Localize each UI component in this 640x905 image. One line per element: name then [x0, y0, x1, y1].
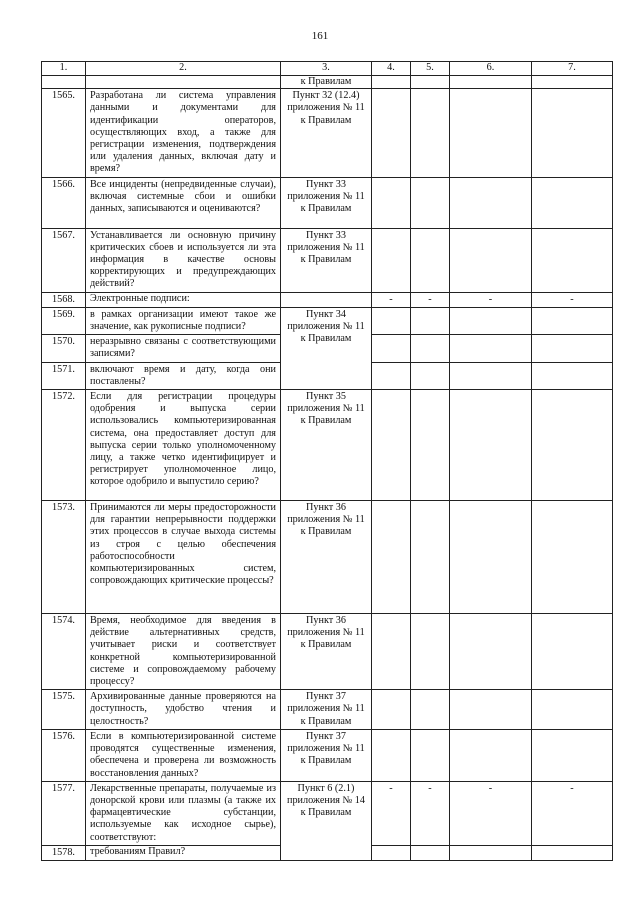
answer-cell[interactable]: [372, 89, 411, 177]
row-number: 1566.: [42, 177, 86, 228]
reference-cell: Пункт 33 приложения № 11 к Правилам: [281, 177, 372, 228]
answer-cell[interactable]: [450, 614, 532, 690]
row-number: 1568.: [42, 292, 86, 307]
answer-cell[interactable]: [372, 690, 411, 730]
reference-cell: Пункт 32 (12.4) приложения № 11 к Правилам: [281, 89, 372, 177]
answer-cell[interactable]: [450, 335, 532, 362]
reference-cell: Пункт 6 (2.1) приложения № 14 к Правилам: [281, 781, 372, 860]
answer-cell[interactable]: [411, 177, 450, 228]
question-text: Если в компьютеризированной системе проводятся существенные изменения, обеспечена и проверена ли возможность восстановления данных?: [86, 729, 281, 781]
answer-cell[interactable]: [450, 690, 532, 730]
page-number: 161: [311, 30, 329, 42]
question-text: Разработана ли система управления данными и документами для идентификации операторов, осуществляющих вход, а также для регистрации изменения, подтверждения или удаления данных, включая дату и время?: [86, 89, 281, 177]
answer-cell[interactable]: [532, 501, 613, 614]
answer-cell[interactable]: [532, 177, 613, 228]
answer-cell[interactable]: [372, 76, 411, 89]
question-text: требованиям Правил?: [86, 845, 281, 860]
row-number: 1574.: [42, 614, 86, 690]
row-number: 1571.: [42, 362, 86, 389]
table-row: [42, 89, 613, 177]
question-text: Если для регистрации процедуры одобрения и выпуска серии использовались компьютеризированная система, она предоставляет доступ для выпуска серии только уполномоченному лицу, а также четко идентифицирует и регистрирует уполномоченное лицо, которое одобрило и выпустило серию?: [86, 390, 281, 501]
table-row: [42, 729, 613, 781]
answer-cell[interactable]: [450, 307, 532, 334]
dash-mark: -: [532, 292, 613, 307]
answer-cell[interactable]: [372, 335, 411, 362]
table-row: [42, 177, 613, 228]
dash-mark: -: [450, 781, 532, 845]
table-row: [42, 501, 613, 614]
answer-cell[interactable]: [450, 390, 532, 501]
answer-cell[interactable]: [450, 177, 532, 228]
answer-cell[interactable]: [411, 228, 450, 292]
answer-cell[interactable]: [532, 845, 613, 860]
reference-cell: Пункт 37 приложения № 11 к Правилам: [281, 690, 372, 730]
answer-cell[interactable]: [372, 729, 411, 781]
answer-cell[interactable]: [532, 89, 613, 177]
answer-cell[interactable]: [450, 501, 532, 614]
row-number: [42, 76, 86, 89]
answer-cell[interactable]: [372, 501, 411, 614]
question-text: Архивированные данные проверяются на доступность, удобство чтения и целостность?: [86, 690, 281, 730]
answer-cell[interactable]: [532, 362, 613, 389]
answer-cell[interactable]: [450, 729, 532, 781]
reference-cell: [281, 292, 372, 307]
table-row: [42, 292, 613, 307]
answer-cell[interactable]: [411, 729, 450, 781]
answer-cell[interactable]: [411, 614, 450, 690]
question-text: Время, необходимое для введения в действие альтернативных средств, учитывает риски и соответствует конкретной компьютеризированной системе и сопровождаемому рабочему процессу?: [86, 614, 281, 690]
answer-cell[interactable]: [450, 76, 532, 89]
answer-cell[interactable]: [450, 362, 532, 389]
answer-cell[interactable]: [411, 390, 450, 501]
reference-cell: к Правилам: [281, 76, 372, 89]
row-number: 1572.: [42, 390, 86, 501]
answer-cell[interactable]: [372, 362, 411, 389]
row-number: 1565.: [42, 89, 86, 177]
answer-cell[interactable]: [372, 307, 411, 334]
table-row: [42, 390, 613, 501]
header-col-7: 7.: [532, 62, 613, 76]
question-text: Принимаются ли меры предосторожности для гарантии непрерывности поддержки этих процессов в случае выхода системы из строя с целью обеспечения работоспособности компьютеризированных систем, сопровождающих критические процессы?: [86, 501, 281, 614]
header-col-6: 6.: [450, 62, 532, 76]
table-row: [42, 228, 613, 292]
answer-cell[interactable]: [411, 307, 450, 334]
checklist-table: [41, 61, 613, 861]
answer-cell[interactable]: [372, 177, 411, 228]
answer-cell[interactable]: [372, 614, 411, 690]
dash-mark: -: [450, 292, 532, 307]
answer-cell[interactable]: [532, 729, 613, 781]
question-text: [86, 76, 281, 89]
row-number: 1569.: [42, 307, 86, 334]
answer-cell[interactable]: [372, 228, 411, 292]
answer-cell[interactable]: [532, 614, 613, 690]
header-col-1: 1.: [42, 62, 86, 76]
dash-mark: -: [532, 781, 613, 845]
row-number: 1577.: [42, 781, 86, 845]
row-number: 1575.: [42, 690, 86, 730]
answer-cell[interactable]: [411, 362, 450, 389]
dash-mark: -: [372, 781, 411, 845]
dash-mark: -: [411, 781, 450, 845]
reference-cell: Пункт 34 приложения № 11 к Правилам: [281, 307, 372, 389]
answer-cell[interactable]: [532, 335, 613, 362]
question-text: Лекарственные препараты, получаемые из донорской крови или плазмы (а также их фармацевтические субстанции, используемые как исходное сырье), соответствуют:: [86, 781, 281, 845]
question-text: Электронные подписи:: [86, 292, 281, 307]
row-number: 1576.: [42, 729, 86, 781]
answer-cell[interactable]: [411, 501, 450, 614]
reference-cell: Пункт 37 приложения № 11 к Правилам: [281, 729, 372, 781]
question-text: неразрывно связаны с соответствующими записями?: [86, 335, 281, 362]
answer-cell[interactable]: [450, 228, 532, 292]
continuation-row: [42, 76, 613, 89]
question-text: Все инциденты (непредвиденные случаи), включая системные сбои и ошибки данных, записываются и оцениваются?: [86, 177, 281, 228]
answer-cell[interactable]: [411, 690, 450, 730]
dash-mark: -: [372, 292, 411, 307]
answer-cell[interactable]: [372, 845, 411, 860]
answer-cell[interactable]: [532, 228, 613, 292]
row-number: 1578.: [42, 845, 86, 860]
reference-cell: Пункт 36 приложения № 11 к Правилам: [281, 501, 372, 614]
row-number: 1573.: [42, 501, 86, 614]
row-number: 1570.: [42, 335, 86, 362]
question-text: Устанавливается ли основную причину критических сбоев и используется ли эта информация в качестве основы корректирующих и предупреждающих действий?: [86, 228, 281, 292]
header-col-3: 3.: [281, 62, 372, 76]
question-text: в рамках организации имеют такое же значение, как рукописные подписи?: [86, 307, 281, 334]
table-row: [42, 307, 613, 334]
header-col-5: 5.: [411, 62, 450, 76]
answer-cell[interactable]: [372, 390, 411, 501]
answer-cell[interactable]: [411, 76, 450, 89]
answer-cell[interactable]: [532, 307, 613, 334]
answer-cell[interactable]: [411, 89, 450, 177]
answer-cell[interactable]: [532, 390, 613, 501]
header-col-4: 4.: [372, 62, 411, 76]
header-row: [42, 62, 613, 76]
reference-cell: Пункт 36 приложения № 11 к Правилам: [281, 614, 372, 690]
answer-cell[interactable]: [532, 690, 613, 730]
answer-cell[interactable]: [532, 76, 613, 89]
answer-cell[interactable]: [450, 89, 532, 177]
reference-cell: Пункт 33 приложения № 11 к Правилам: [281, 228, 372, 292]
table-row: [42, 690, 613, 730]
row-number: 1567.: [42, 228, 86, 292]
answer-cell[interactable]: [411, 845, 450, 860]
table-row: [42, 781, 613, 845]
answer-cell[interactable]: [411, 335, 450, 362]
question-text: включают время и дату, когда они поставлены?: [86, 362, 281, 389]
dash-mark: -: [411, 292, 450, 307]
answer-cell[interactable]: [450, 845, 532, 860]
header-col-2: 2.: [86, 62, 281, 76]
table-row: [42, 614, 613, 690]
reference-cell: Пункт 35 приложения № 11 к Правилам: [281, 390, 372, 501]
